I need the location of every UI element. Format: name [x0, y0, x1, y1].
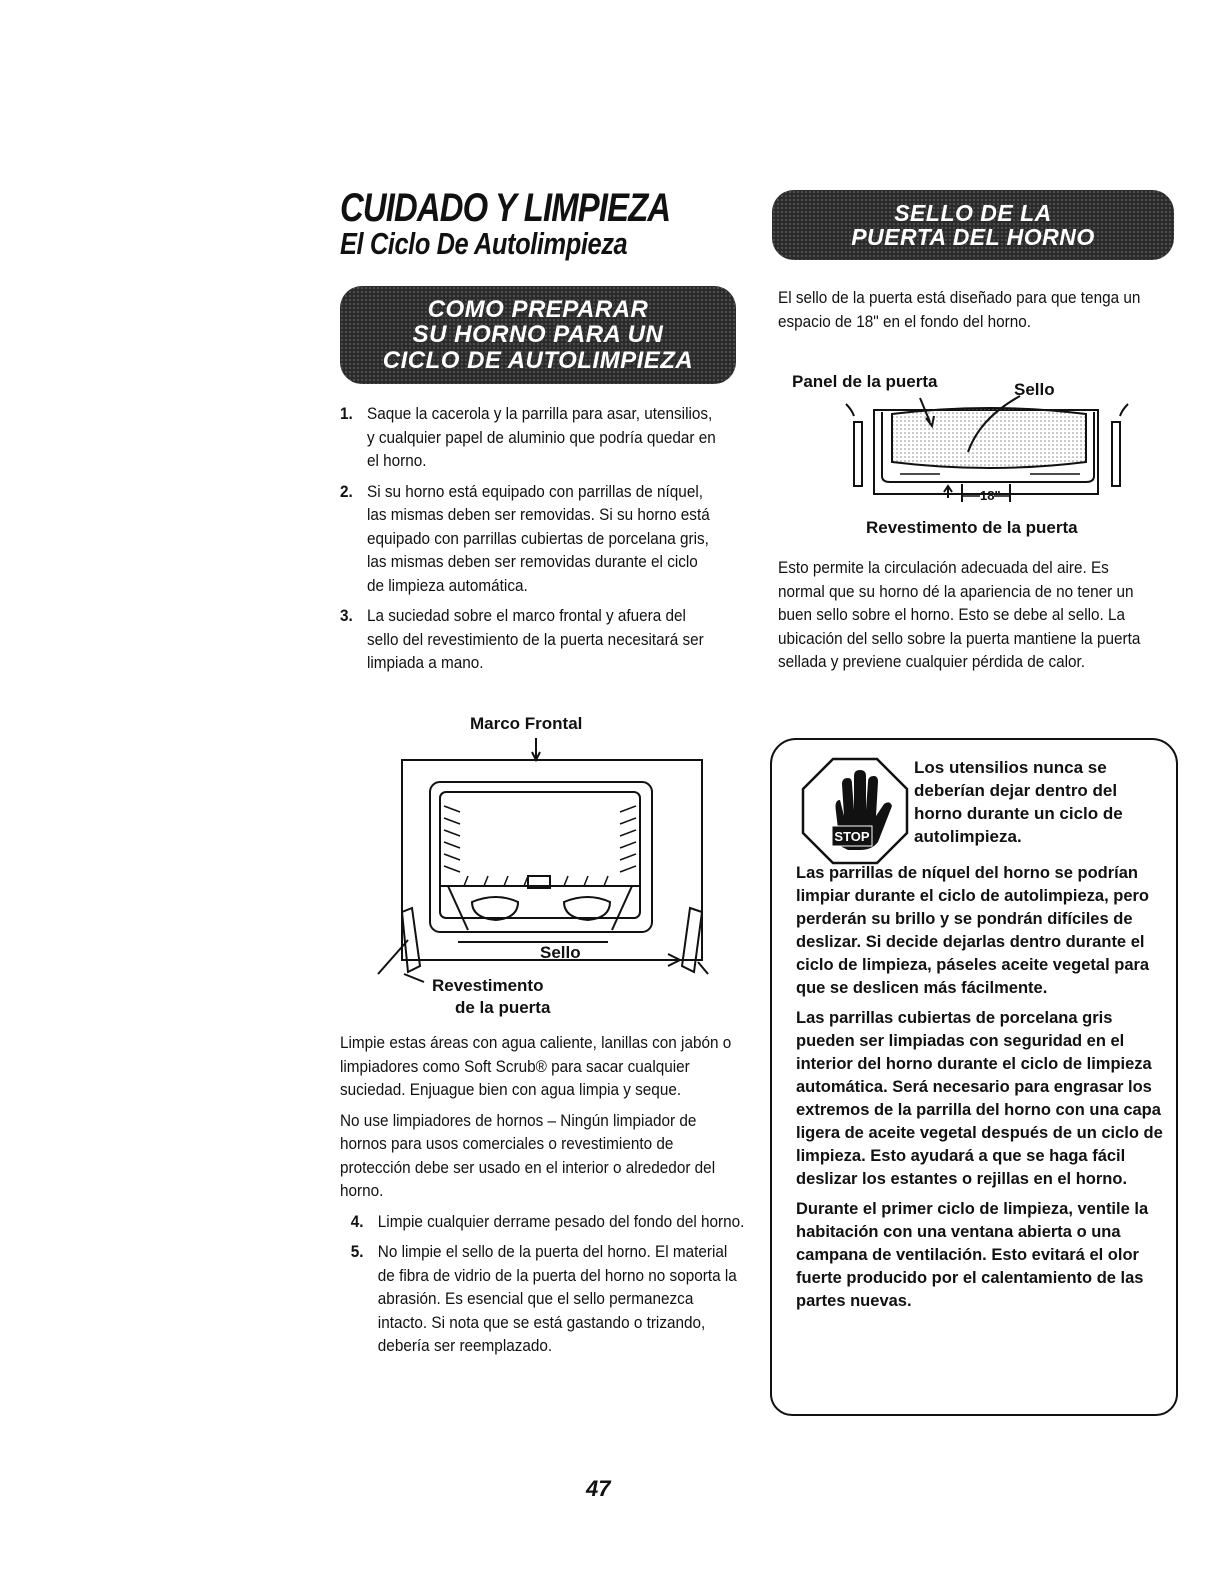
figure-label-seal: Sello — [540, 943, 581, 962]
oven-illustration — [368, 736, 718, 1006]
list-item: 5. No limpie el sello de la puerta del horno. El material de fibra de vidrio de la puerta del horno no soporta la abrasión. Es esencial que el sello permanezca intacto. Si nota que se está gastando o trizando, debería ser reemplazado. — [350, 1242, 737, 1355]
paragraph: Limpie estas áreas con agua caliente, lanillas con jabón o limpiadores como Soft Scrub® para sacar cualquier suciedad. Enjuague bien con agua limpia y seque. — [340, 1033, 732, 1099]
figure-label-liner: Revestimento — [432, 976, 544, 995]
figure-label-door-panel: Panel de la puerta — [792, 372, 938, 391]
list-item: 1. Saque la cacerola y la parrilla para asar, utensilios, y cualquier papel de aluminio que podría quedar en el horno. — [340, 404, 716, 470]
figure-dimension: 18" — [980, 488, 1001, 503]
section-banner-door-seal — [772, 190, 1174, 260]
page-title: CUIDADO Y LIMPIEZA — [340, 186, 671, 230]
stop-hand-icon — [800, 756, 910, 866]
warning-paragraph: Las parrillas de níquel del horno se podrían limpiar durante el ciclo de autolimpieza, pero perderán su brillo y se pondrán difíciles de deslizar. Si decide dejarlas dentro durante el ciclo de limpieza, páseles aceite vegetal para que se deslicen más fácilmente. — [796, 864, 1150, 997]
page-number: 47 — [586, 1476, 611, 1501]
seal-intro: El sello de la puerta está diseñado para que tenga un espacio de 18" en el fondo del horno. — [778, 288, 1141, 331]
figure-label-front-frame: Marco Frontal — [470, 714, 583, 733]
figure-label-liner-2: de la puerta — [455, 998, 551, 1017]
warning-body — [796, 862, 1172, 1320]
banner-line: SELLO DE LA — [894, 199, 1052, 226]
figure-caption-door-liner: Revestimento de la puerta — [866, 518, 1078, 537]
cleaning-instructions — [340, 1031, 745, 1365]
list-item: 4. Limpie cualquier derrame pesado del fondo del horno. — [350, 1211, 745, 1231]
section-banner-prepare — [340, 286, 736, 384]
page-subtitle: El Ciclo De Autolimpieza — [340, 226, 628, 261]
banner-line: PUERTA DEL HORNO — [851, 224, 1095, 250]
paragraph: No use limpiadores de hornos – Ningún limpiador de hornos para usos comerciales o revestimiento de protección debe ser usado en el interior o alrededor del horno. — [340, 1110, 716, 1200]
warning-paragraph: Durante el primer ciclo de limpieza, ventile la habitación con una ventana abierta o una campana de ventilación. Esto evitará el olor fuerte producido por el calentamiento de las partes nuevas. — [796, 1200, 1149, 1310]
stop-sign-text: STOP — [834, 829, 870, 844]
seal-explanation: Esto permite la circulación adecuada del aire. Es normal que su horno dé la apariencia de no tener un buen sello sobre el horno. Esto se debe al sello. La ubicación del sello sobre la puerta mantiene la puerta sellada y previene cualquier pérdida de calor. — [778, 558, 1141, 671]
figure-label-seal-right: Sello — [1014, 380, 1055, 399]
steps-top — [340, 402, 718, 682]
warning-headline: Los utensilios nunca se deberían dejar dentro del horno durante un ciclo de autolimpieza. — [914, 758, 1123, 846]
list-item: 2. Si su horno está equipado con parrillas de níquel, las mismas deben ser removidas. Si su horno está equipado con parrillas cubiertas de porcelana gris, las mismas deben ser removidas durante el ciclo de limpieza automática. — [340, 481, 710, 595]
banner-line: SU HORNO PARA UN — [412, 321, 664, 349]
warning-paragraph: Las parrillas cubiertas de porcelana gris pueden ser limpiadas con seguridad en el interior del horno durante el ciclo de limpieza automática. Será necesario para engrasar los extremos de la parrilla del horno con una capa ligera de aceite vegetal después de un ciclo de limpieza. Esto ayudará a que se haga fácil deslizar los estantes o rejillas en el horno. — [796, 1009, 1163, 1188]
banner-line: CICLO DE AUTOLIMPIEZA — [382, 346, 694, 374]
list-item: 3. La suciedad sobre el marco frontal y afuera del sello del revestimiento de la puerta necesitará ser limpiada a mano. — [340, 606, 704, 672]
banner-line: COMO PREPARAR — [427, 296, 649, 324]
